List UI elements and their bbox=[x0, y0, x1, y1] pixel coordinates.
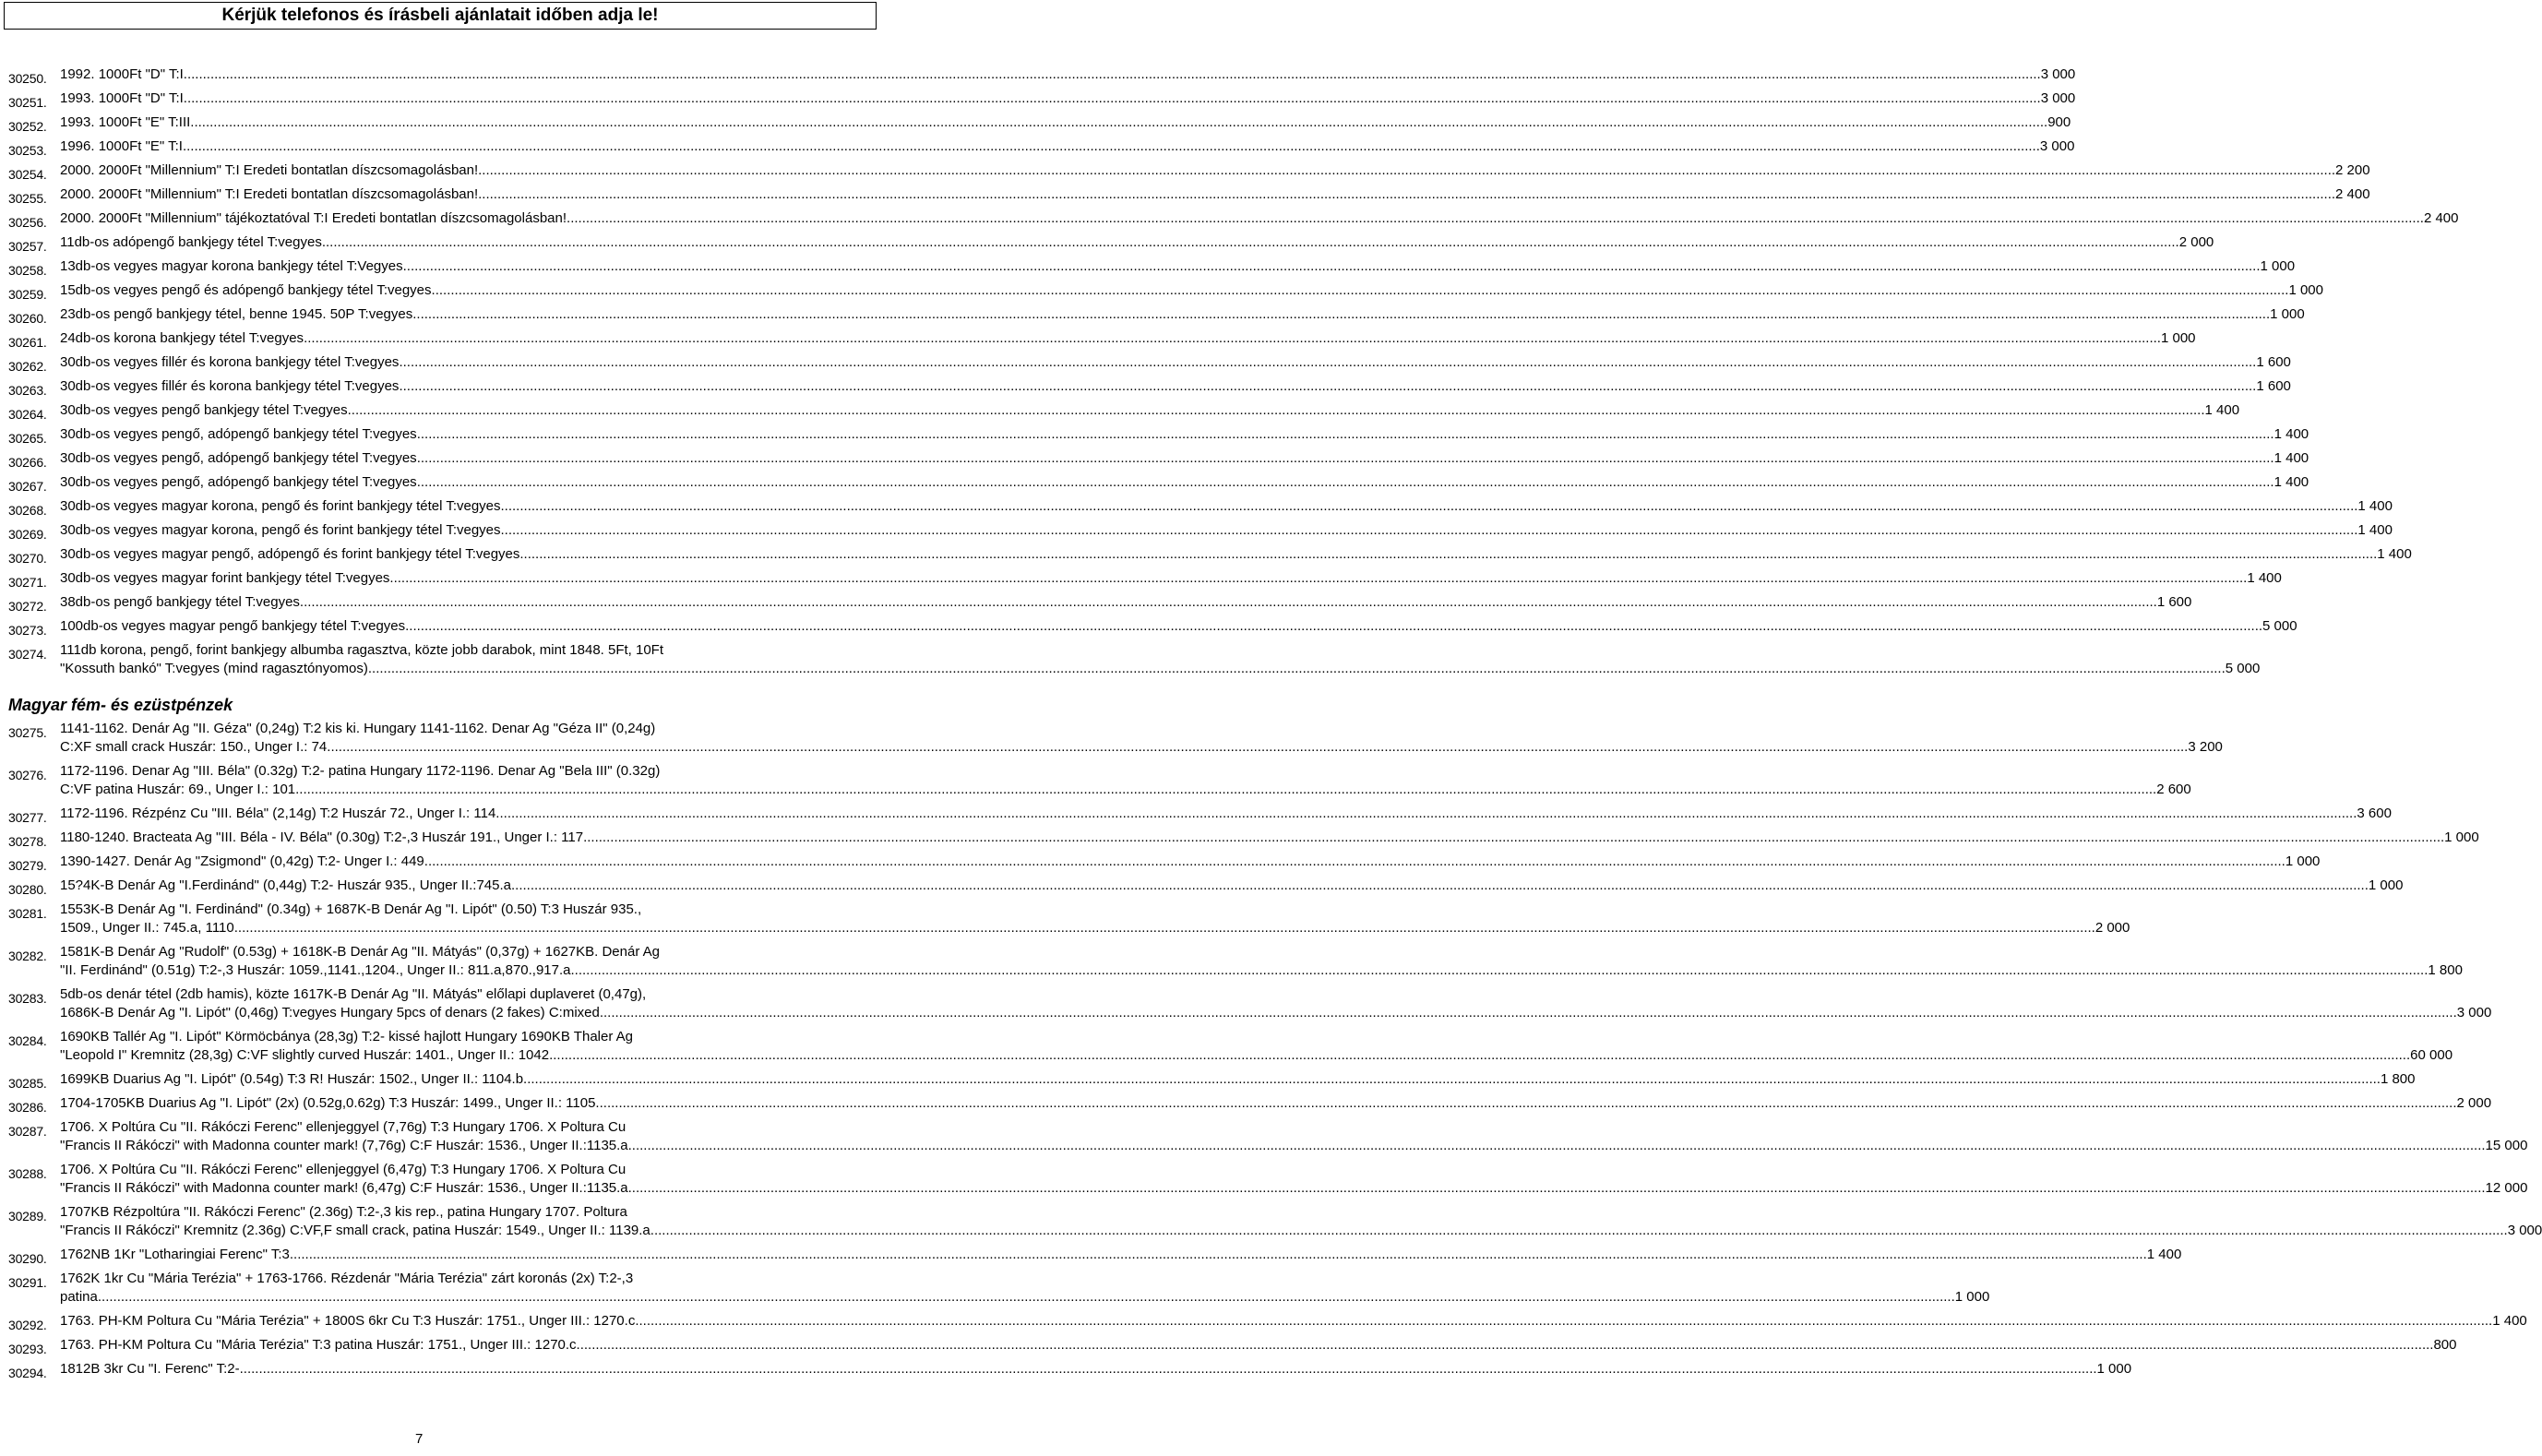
lot-price: 1 000 bbox=[1954, 1289, 1990, 1305]
lot-price: 1 400 bbox=[2273, 474, 2309, 490]
lot-line bbox=[60, 449, 2309, 468]
lot-number: 30286. bbox=[8, 1100, 47, 1115]
lot-line bbox=[60, 425, 2309, 444]
lot-line bbox=[60, 66, 2076, 84]
lot-price: 2 200 bbox=[2335, 162, 2370, 178]
lot-price: 1 400 bbox=[2273, 426, 2309, 442]
lot-line bbox=[60, 305, 2305, 324]
lot-number: 30262. bbox=[8, 359, 47, 374]
lot-price: 1 000 bbox=[2260, 258, 2296, 274]
dot-leader bbox=[432, 281, 2289, 300]
lot-price: 1 400 bbox=[2273, 450, 2309, 466]
lot-description: 1763. PH-KM Poltura Cu "Mária Terézia" + 1800S 6kr Cu T:3 Huszár: 1751., Unger III.: 1270.c bbox=[60, 1313, 636, 1329]
lot-price: 1 600 bbox=[2156, 594, 2192, 610]
dot-leader bbox=[501, 497, 2358, 516]
lot-line bbox=[60, 720, 834, 738]
dot-leader bbox=[389, 569, 2247, 588]
lot-number: 30280. bbox=[8, 882, 47, 897]
lot-description: C:XF small crack Huszár: 150., Unger I.: 74. bbox=[60, 739, 331, 755]
lot-line bbox=[60, 1046, 2453, 1065]
lot-price: 3 000 bbox=[2039, 138, 2075, 154]
dot-leader bbox=[635, 1312, 2492, 1331]
lot-price: 1 800 bbox=[2380, 1071, 2416, 1087]
lot-price: 3 000 bbox=[2040, 90, 2076, 106]
lot-price: 2 400 bbox=[2335, 186, 2370, 202]
lot-line bbox=[60, 1179, 2528, 1198]
dot-leader bbox=[183, 137, 2040, 156]
dot-leader bbox=[478, 185, 2335, 204]
lot-description: 30db-os vegyes pengő, adópengő bankjegy tétel T:vegyes bbox=[60, 426, 417, 442]
lot-number: 30266. bbox=[8, 455, 47, 470]
dot-leader bbox=[417, 425, 2274, 444]
lot-line bbox=[60, 1360, 2132, 1378]
lot-description: 15?4K-B Denár Ag "I.Ferdinánd" (0,44g) T:2- Huszár 935., Unger II.:745.a bbox=[60, 877, 511, 893]
lot-price: 1 000 bbox=[2096, 1361, 2132, 1377]
lot-description: 111db korona, pengő, forint bankjegy albumba ragasztva, közte jobb darabok, mint 1848. 5Ft, 10Ft bbox=[60, 642, 664, 658]
dot-leader bbox=[330, 738, 2188, 757]
lot-number: 30254. bbox=[8, 167, 47, 182]
lot-line bbox=[60, 919, 2130, 937]
lot-description: 1172-1196. Denar Ag "III. Béla" (0.32g) T:2- patina Hungary 1172-1196. Denar Ag "Bela III" (0.32g) bbox=[60, 763, 661, 779]
lot-number: 30288. bbox=[8, 1166, 47, 1181]
dot-leader bbox=[348, 401, 2205, 420]
lot-number: 30279. bbox=[8, 858, 47, 873]
lot-price: 1 000 bbox=[2160, 330, 2196, 346]
lot-description: 11db-os adópengő bankjegy tétel T:vegyes bbox=[60, 234, 322, 250]
lot-price: 3 200 bbox=[2188, 739, 2223, 755]
lot-line bbox=[60, 185, 2370, 204]
dot-leader bbox=[184, 90, 2041, 108]
lot-number: 30289. bbox=[8, 1209, 47, 1223]
lot-number: 30273. bbox=[8, 623, 47, 638]
lot-number: 30291. bbox=[8, 1275, 47, 1290]
lot-number: 30263. bbox=[8, 383, 47, 398]
dot-leader bbox=[628, 1137, 2486, 1155]
lot-line bbox=[60, 961, 2463, 980]
lot-description: 30db-os vegyes magyar korona, pengő és forint bankjegy tétel T:vegyes bbox=[60, 522, 501, 538]
lot-line bbox=[60, 161, 2370, 180]
lot-line bbox=[60, 1270, 834, 1288]
lot-description: 100db-os vegyes magyar pengő bankjegy tétel T:vegyes bbox=[60, 618, 406, 634]
dot-leader bbox=[587, 829, 2444, 847]
lot-number: 30259. bbox=[8, 287, 47, 302]
lot-line bbox=[60, 1004, 2492, 1022]
lot-description: 1704-1705KB Duarius Ag "I. Lipót" (2x) (0.52g,0.62g) T:3 Huszár: 1499., Unger II.: 1105. bbox=[60, 1095, 600, 1111]
lot-line bbox=[60, 1070, 2416, 1089]
lot-number: 30268. bbox=[8, 503, 47, 518]
lot-line bbox=[60, 233, 2214, 252]
lot-description: 2000. 2000Ft "Millennium" T:I Eredeti bontatlan díszcsomagolásban! bbox=[60, 162, 479, 178]
header-banner bbox=[4, 2, 877, 30]
lot-description: 1993. 1000Ft "E" T:III bbox=[60, 114, 191, 130]
lot-description: 30db-os vegyes pengő bankjegy tétel T:vegyes bbox=[60, 402, 348, 418]
lot-line bbox=[60, 738, 2223, 757]
lot-description: 1141-1162. Denár Ag "II. Géza" (0,24g) T:2 kis ki. Hungary 1141-1162. Denar Ag "Géza II" (0,24g) bbox=[60, 721, 656, 736]
dot-leader bbox=[519, 545, 2377, 564]
dot-leader bbox=[428, 853, 2285, 871]
lot-line bbox=[60, 113, 2071, 132]
lot-price: 1 600 bbox=[2256, 378, 2291, 394]
page-number: 7 bbox=[415, 1431, 424, 1447]
lot-price: 60 000 bbox=[2410, 1047, 2453, 1063]
lot-number: 30287. bbox=[8, 1124, 47, 1139]
dot-leader bbox=[628, 1179, 2486, 1198]
dot-leader bbox=[300, 593, 2157, 612]
lot-price: 1 400 bbox=[2204, 402, 2240, 418]
lot-line bbox=[60, 329, 2196, 348]
lot-description: 1581K-B Denár Ag "Rudolf" (0.53g) + 1618K-B Denár Ag "II. Mátyás" (0,37g) + 1627KB. Denár Ag bbox=[60, 944, 661, 960]
lot-description: 1699KB Duarius Ag "I. Lipót" (0.54g) T:3 R! Huszár: 1502., Unger II.: 1104.b bbox=[60, 1071, 524, 1087]
lot-line bbox=[60, 593, 2192, 612]
lot-number: 30277. bbox=[8, 810, 47, 825]
lot-price: 1 000 bbox=[2285, 853, 2321, 869]
lot-description: 5db-os denár tétel (2db hamis), közte 1617K-B Denár Ag "II. Mátyás" előlapi duplaveret (0,47g), bbox=[60, 986, 647, 1002]
dot-leader bbox=[368, 660, 2226, 678]
dot-leader bbox=[190, 113, 2047, 132]
lot-description: 1706. X Poltúra Cu "II. Rákóczi Ferenc" ellenjeggyel (6,47g) T:3 Hungary 1706. X Poltura Cu bbox=[60, 1162, 627, 1177]
lot-number: 30275. bbox=[8, 725, 47, 740]
dot-leader bbox=[417, 473, 2274, 492]
lot-number: 30274. bbox=[8, 647, 47, 662]
dot-leader bbox=[240, 1360, 2097, 1378]
dot-leader bbox=[567, 209, 2424, 228]
lot-number: 30258. bbox=[8, 263, 47, 278]
lot-number: 30270. bbox=[8, 551, 47, 566]
lot-line bbox=[60, 781, 2191, 799]
lot-description: 1390-1427. Denár Ag "Zsigmond" (0,42g) T:2- Unger I.: 449. bbox=[60, 853, 428, 869]
lot-number: 30255. bbox=[8, 191, 47, 206]
dot-leader bbox=[290, 1246, 2147, 1264]
lot-number: 30290. bbox=[8, 1251, 47, 1266]
lot-description: 2000. 2000Ft "Millennium" tájékoztatóval T:I Eredeti bontatlan díszcsomagolásban! bbox=[60, 210, 567, 226]
dot-leader bbox=[403, 257, 2261, 276]
dot-leader bbox=[600, 1094, 2457, 1113]
lot-description: 15db-os vegyes pengő és adópengő bankjegy tétel T:vegyes bbox=[60, 282, 432, 298]
lot-number: 30278. bbox=[8, 834, 47, 849]
dot-leader bbox=[399, 377, 2256, 396]
lot-description: 1763. PH-KM Poltura Cu "Mária Terézia" T:3 patina Huszár: 1751., Unger III.: 1270.c bbox=[60, 1337, 577, 1353]
lot-description: 30db-os vegyes pengő, adópengő bankjegy tétel T:vegyes bbox=[60, 450, 417, 466]
lot-price: 12 000 bbox=[2485, 1180, 2528, 1196]
lot-number: 30265. bbox=[8, 431, 47, 446]
lot-line bbox=[60, 521, 2393, 540]
dot-leader bbox=[600, 1004, 2457, 1022]
lot-description: 1553K-B Denár Ag "I. Ferdinánd" (0.34g) + 1687K-B Denár Ag "I. Lipót" (0.50) T:3 Huszár 935., bbox=[60, 901, 642, 917]
lot-number: 30250. bbox=[8, 71, 47, 86]
lot-line bbox=[60, 617, 2297, 636]
dot-leader bbox=[399, 353, 2256, 372]
lot-description: 2000. 2000Ft "Millennium" T:I Eredeti bontatlan díszcsomagolásban! bbox=[60, 186, 479, 202]
lot-line bbox=[60, 1094, 2492, 1113]
lot-price: 5 000 bbox=[2262, 618, 2297, 634]
lot-price: 1 400 bbox=[2377, 546, 2412, 562]
lot-number: 30271. bbox=[8, 575, 47, 590]
lot-price: 1 000 bbox=[2368, 877, 2404, 893]
lot-number: 30253. bbox=[8, 143, 47, 158]
lot-line bbox=[60, 901, 834, 919]
dot-leader bbox=[405, 617, 2262, 636]
lot-line bbox=[60, 660, 2261, 678]
lot-description: "II. Ferdinánd" (0.51g) T:2-,3 Huszár: 1059.,1141.,1204., Unger II.: 811.a,870.,917.a bbox=[60, 962, 571, 978]
dot-leader bbox=[304, 329, 2161, 348]
lot-line bbox=[60, 1137, 2528, 1155]
lot-price: 3 000 bbox=[2040, 66, 2076, 82]
lot-description: "Francis II Rákóczi" with Madonna counter mark! (6,47g) C:F Huszár: 1536., Unger II.:1135.a bbox=[60, 1180, 628, 1196]
dot-leader bbox=[499, 805, 2357, 823]
lot-description: "Francis II Rákóczi" Kremnitz (2.36g) C:VF,F small crack, patina Huszár: 1549., Unger II.: 1139.a bbox=[60, 1223, 650, 1238]
lot-price: 2 600 bbox=[2156, 782, 2191, 797]
lot-description: 1762K 1kr Cu "Mária Terézia" + 1763-1766. Rézdenár "Mária Terézia" zárt koronás (2x) T:2-,3 bbox=[60, 1271, 634, 1286]
lot-description: 38db-os pengő bankjegy tétel T:vegyes bbox=[60, 594, 300, 610]
lot-line bbox=[60, 1203, 834, 1222]
lot-description: 30db-os vegyes magyar pengő, adópengő és forint bankjegy tétel T:vegyes bbox=[60, 546, 520, 562]
dot-leader bbox=[184, 66, 2041, 84]
dot-leader bbox=[322, 233, 2179, 252]
lot-description: 23db-os pengő bankjegy tétel, benne 1945. 50P T:vegyes bbox=[60, 306, 413, 322]
lot-number: 30269. bbox=[8, 527, 47, 542]
lot-line bbox=[60, 829, 2479, 847]
lot-number: 30293. bbox=[8, 1342, 47, 1356]
lot-line bbox=[60, 353, 2291, 372]
lot-line bbox=[60, 257, 2296, 276]
lot-line bbox=[60, 877, 2404, 895]
lot-line bbox=[60, 1118, 834, 1137]
lot-number: 30285. bbox=[8, 1076, 47, 1091]
lot-number: 30261. bbox=[8, 335, 47, 350]
lot-line bbox=[60, 401, 2240, 420]
lot-number: 30276. bbox=[8, 768, 47, 782]
lot-line bbox=[60, 762, 834, 781]
lot-price: 1 000 bbox=[2288, 282, 2323, 298]
lot-description: 30db-os vegyes magyar korona, pengő és forint bankjegy tétel T:vegyes bbox=[60, 498, 501, 514]
lot-line bbox=[60, 569, 2282, 588]
lot-price: 2 000 bbox=[2456, 1095, 2492, 1111]
lot-line bbox=[60, 209, 2459, 228]
section-title: Magyar fém- és ezüstpénzek bbox=[8, 696, 233, 714]
lot-description: 30db-os vegyes fillér és korona bankjegy tétel T:vegyes bbox=[60, 378, 400, 394]
dot-leader bbox=[98, 1288, 1955, 1307]
dot-leader bbox=[577, 1336, 2434, 1355]
lot-description: 1762NB 1Kr "Lotharingiai Ferenc" T:3 bbox=[60, 1247, 290, 1262]
header-text: Kérjük telefonos és írásbeli ajánlatait időben adja le! bbox=[221, 6, 659, 25]
lot-description: 1690KB Tallér Ag "I. Lipót" Körmöcbánya (28,3g) T:2- kissé hajlott Hungary 1690KB Thaler Ag bbox=[60, 1029, 634, 1044]
lot-description: 1996. 1000Ft "E" T:I bbox=[60, 138, 183, 154]
lot-price: 1 800 bbox=[2428, 962, 2463, 978]
lot-line bbox=[60, 473, 2309, 492]
lot-price: 3 000 bbox=[2456, 1005, 2492, 1020]
lot-number: 30284. bbox=[8, 1033, 47, 1048]
lot-line bbox=[60, 137, 2075, 156]
lot-price: 5 000 bbox=[2225, 661, 2261, 676]
lot-number: 30283. bbox=[8, 991, 47, 1006]
lot-price: 3 600 bbox=[2357, 806, 2392, 821]
lot-line bbox=[60, 1246, 2182, 1264]
lot-line bbox=[60, 985, 834, 1004]
lot-description: 1812B 3kr Cu "I. Ferenc" T:2- bbox=[60, 1361, 240, 1377]
dot-leader bbox=[238, 919, 2095, 937]
lot-description: 1509., Unger II.: 745.a, 1110. bbox=[60, 920, 238, 936]
lot-price: 2 000 bbox=[2178, 234, 2214, 250]
lot-description: 1172-1196. Rézpénz Cu "III. Béla" (2,14g) T:2 Huszár 72., Unger I.: 114. bbox=[60, 806, 500, 821]
lot-price: 1 400 bbox=[2357, 522, 2393, 538]
lot-number: 30292. bbox=[8, 1318, 47, 1332]
lot-price: 900 bbox=[2047, 114, 2071, 130]
lot-number: 30252. bbox=[8, 119, 47, 134]
lot-line bbox=[60, 281, 2323, 300]
lot-description: 1686K-B Denár Ag "I. Lipót" (0,46g) T:vegyes Hungary 5pcs of denars (2 fakes) C:mixed bbox=[60, 1005, 600, 1020]
lot-number: 30257. bbox=[8, 239, 47, 254]
lot-line bbox=[60, 90, 2076, 108]
lot-price: 800 bbox=[2433, 1337, 2457, 1353]
lot-price: 2 000 bbox=[2094, 920, 2130, 936]
dot-leader bbox=[553, 1046, 2410, 1065]
lot-description: C:VF patina Huszár: 69., Unger I.: 101. bbox=[60, 782, 300, 797]
lot-line bbox=[60, 1288, 1990, 1307]
lot-description: "Kossuth bankó" T:vegyes (mind ragasztónyomos) bbox=[60, 661, 368, 676]
lot-description: "Leopold I" Kremnitz (28,3g) C:VF slightly curved Huszár: 1401., Unger II.: 1042. bbox=[60, 1047, 554, 1063]
lot-description: 13db-os vegyes magyar korona bankjegy tétel T:Vegyes bbox=[60, 258, 403, 274]
lot-number: 30267. bbox=[8, 479, 47, 494]
lot-line bbox=[60, 943, 834, 961]
dot-leader bbox=[501, 521, 2358, 540]
lot-description: 24db-os korona bankjegy tétel T:vegyes bbox=[60, 330, 304, 346]
lot-price: 3 000 bbox=[2507, 1223, 2542, 1238]
lot-price: 1 400 bbox=[2357, 498, 2393, 514]
dot-leader bbox=[650, 1222, 2508, 1240]
dot-leader bbox=[478, 161, 2335, 180]
lot-line bbox=[60, 377, 2291, 396]
lot-line bbox=[60, 545, 2412, 564]
lot-number: 30251. bbox=[8, 95, 47, 110]
lot-description: 30db-os vegyes pengő, adópengő bankjegy tétel T:vegyes bbox=[60, 474, 417, 490]
lot-price: 1 000 bbox=[2444, 829, 2479, 845]
dot-leader bbox=[523, 1070, 2381, 1089]
lot-price: 1 000 bbox=[2270, 306, 2305, 322]
lot-price: 15 000 bbox=[2485, 1138, 2528, 1153]
lot-number: 30294. bbox=[8, 1366, 47, 1380]
lot-line bbox=[60, 497, 2393, 516]
lot-line bbox=[60, 1336, 2457, 1355]
lot-description: 1707KB Rézpoltúra "II. Rákóczi Ferenc" (2.36g) T:2-,3 kis rep., patina Hungary 1707. Poltura bbox=[60, 1204, 627, 1220]
lot-description: 1180-1240. Bracteata Ag "III. Béla - IV. Béla" (0.30g) T:2-,3 Huszár 191., Unger I.: 117. bbox=[60, 829, 588, 845]
lot-number: 30264. bbox=[8, 407, 47, 422]
lot-description: 1706. X Poltúra Cu "II. Rákóczi Ferenc" ellenjeggyel (7,76g) T:3 Hungary 1706. X Poltura Cu bbox=[60, 1119, 627, 1135]
lot-line bbox=[60, 1161, 834, 1179]
lot-number: 30256. bbox=[8, 215, 47, 230]
dot-leader bbox=[511, 877, 2369, 895]
lot-description: 30db-os vegyes fillér és korona bankjegy tétel T:vegyes bbox=[60, 354, 400, 370]
lot-description: "Francis II Rákóczi" with Madonna counter mark! (7,76g) C:F Huszár: 1536., Unger II.:1135.a bbox=[60, 1138, 628, 1153]
lot-description: 1993. 1000Ft "D" T:I bbox=[60, 90, 184, 106]
lot-line bbox=[60, 805, 2392, 823]
lot-number: 30260. bbox=[8, 311, 47, 326]
lot-line bbox=[60, 641, 834, 660]
lot-number: 30272. bbox=[8, 599, 47, 614]
dot-leader bbox=[571, 961, 2429, 980]
lot-description: 30db-os vegyes magyar forint bankjegy tétel T:vegyes bbox=[60, 570, 390, 586]
lot-number: 30281. bbox=[8, 906, 47, 921]
lot-price: 2 400 bbox=[2423, 210, 2459, 226]
lot-number: 30282. bbox=[8, 949, 47, 963]
lot-price: 1 600 bbox=[2256, 354, 2291, 370]
lot-line bbox=[60, 1312, 2527, 1331]
dot-leader bbox=[417, 449, 2274, 468]
dot-leader bbox=[412, 305, 2270, 324]
lot-description: 1992. 1000Ft "D" T:I bbox=[60, 66, 184, 82]
dot-leader bbox=[299, 781, 2156, 799]
lot-line bbox=[60, 1222, 2542, 1240]
lot-price: 1 400 bbox=[2146, 1247, 2182, 1262]
lot-line bbox=[60, 853, 2321, 871]
lot-price: 1 400 bbox=[2492, 1313, 2527, 1329]
lot-price: 1 400 bbox=[2247, 570, 2282, 586]
lot-line bbox=[60, 1028, 834, 1046]
lot-description: patina bbox=[60, 1289, 98, 1305]
